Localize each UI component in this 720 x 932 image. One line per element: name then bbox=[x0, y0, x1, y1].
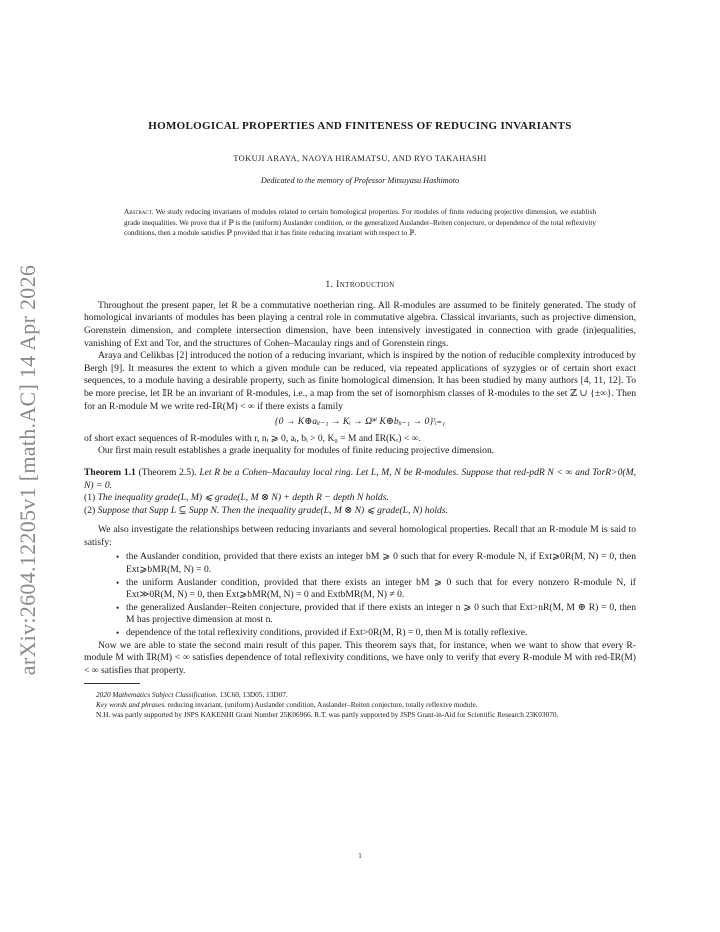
abstract bbox=[124, 207, 596, 239]
theorem-reference: (Theorem 2.5). bbox=[138, 466, 197, 478]
theorem-block bbox=[84, 467, 636, 517]
section-heading: 1. Introduction bbox=[325, 278, 395, 290]
paper-authors: TOKUJI ARAYA, NAOYA HIRAMATSU, AND RYO TAKAHASHI bbox=[233, 154, 487, 163]
paper-page bbox=[84, 120, 636, 720]
footnote-rule bbox=[84, 683, 140, 684]
theorem-item-text: The inequality grade(L, M) ⩽ grade(L, M ⊗ N) + depth R − depth N holds. bbox=[97, 492, 389, 504]
list-item: • the uniform Auslander condition, provided that there exists an integer bM ⩾ 0 such that for every nonzero R-module N, if Ext≫0R(M, N) = 0, then Ext⩾bMR(M, N) = 0 and ExtbMR(M, N) ≠ 0. bbox=[126, 577, 636, 602]
msc-codes: 13C60, 13D05, 13D07. bbox=[219, 690, 288, 700]
theorem-item-number: (2) bbox=[84, 504, 96, 516]
paragraph: Araya and Celikbas [2] introduced the notion of a reducing invariant, which is inspired by the notion of reducible complexity introduced by Bergh [9]. It measures the extent to which a given module can be reduced, via repeated applications of syzygies or of certain short exact sequences, to a module having a desirable property, such as finite homological dimension. It has been studied by many authors [4, 11, 12]. To be more precise, let 𝕀R be an invariant of R-modules, i.e., a map from the set of isomorphism classes of R-modules to the set ℤ ∪ {±∞}. Then for an R-module M we write red-𝕀R(M) < ∞ if there exists a family bbox=[84, 350, 636, 412]
abstract-label: Abstract. bbox=[124, 207, 154, 216]
body-text bbox=[84, 300, 636, 678]
msc-label: 2020 Mathematics Subject Classification. bbox=[96, 690, 218, 700]
theorem-statement: Let R be a Cohen–Macaulay local ring. Let L, M, N be R-modules. Suppose that red-pdR N < ∞ and TorR>0(M, N) = 0. bbox=[84, 466, 636, 491]
list-item: • dependence of the total reflexivity conditions, provided if Ext>0R(M, R) = 0, then M is totally reflexive. bbox=[126, 627, 636, 640]
paper-title: HOMOLOGICAL PROPERTIES AND FINITENESS OF REDUCING INVARIANTS bbox=[148, 120, 572, 132]
paragraph: Throughout the present paper, let R be a commutative noetherian ring. All R-modules are assumed to be finitely generated. The study of homological invariants of modules has been playing a central role in commutative algebra. Classical invariants, such as projective dimension, Gorenstein dimension, and complete intersection dimension, have been intensively investigated in connection with grade (in)equalities, vanishing of Ext and Tor, and the structures of Cohen–Macaulay rings and of Gorenstein rings. bbox=[84, 299, 636, 349]
list-item: • the generalized Auslander–Reiten conjecture, provided that if there exists an integer n ⩾ 0 such that Ext>nR(M, M ⊕ R) = 0, then M has projective dimension at most n. bbox=[126, 602, 636, 627]
keywords-label: Key words and phrases. bbox=[96, 700, 166, 710]
paragraph: Now we are able to state the second main result of this paper. This theorem says that, for instance, when we want to show that every R-module M with 𝕀R(M) < ∞ satisfies dependence of total reflexivity conditions, we have only to verify that every R-module M with red-𝕀R(M) < ∞ satisfies that property. bbox=[84, 639, 636, 676]
keywords: reducing invariant, (uniform) Auslander condition, Auslander–Reiten conjecture, totally reflexive module. bbox=[167, 700, 478, 710]
theorem-item bbox=[84, 505, 636, 518]
list-item: • the Auslander condition, provided that there exists an integer bM ⩾ 0 such that for every R-module N, if Ext⩾0R(M, N) = 0, then Ext⩾bMR(M, N) = 0. bbox=[126, 551, 636, 576]
paragraph: We also investigate the relationships between reducing invariants and several homological properties. Recall that an R-module M is said to satisfy: bbox=[84, 524, 636, 548]
abstract-text: We study reducing invariants of modules related to certain homological properties. For modules of finite reducing projective dimension, we establish grade inequalities. We prove that if ℙ is the (uniform) Auslander condition, or the generalized Auslander–Reiten conjecture, or dependence of the total reflexivity conditions, then a module satisfies ℙ provided that it has finite reducing invariant with respect to ℙ. bbox=[124, 207, 596, 238]
paper-dedication: Dedicated to the memory of Professor Mitsuyasu Hashimoto bbox=[260, 176, 460, 185]
theorem-item-text: Suppose that Supp L ⊆ Supp N. Then the inequality grade(L, M ⊗ N) ⩽ grade(L, N) holds. bbox=[97, 504, 448, 516]
property-list bbox=[84, 551, 636, 639]
funding-note: N.H. was partly supported by JSPS KAKENHI Grant Number 25K06966. R.T. was partly supported by JSPS Grant-in-Aid for Scientific Research 23K03070. bbox=[96, 710, 559, 720]
theorem-heading: Theorem 1.1 bbox=[84, 466, 136, 478]
arxiv-identifier-stamp bbox=[8, 240, 48, 700]
arxiv-stamp-text: arXiv:2604.12205v1 [math.AC] 14 Apr 2026 bbox=[15, 264, 40, 676]
theorem-item-number: (1) bbox=[84, 492, 96, 504]
paragraph: Our first main result establishes a grade inequality for modules of finite reducing projective dimension. bbox=[98, 445, 495, 457]
footnotes bbox=[84, 690, 636, 720]
display-equation: {0 → K⊕aᵢᵢ₋₁ → Kᵢ → Ωⁿⁱ K⊕bᵢᵢ₋₁ → 0}ʳᵢ₌₁ bbox=[274, 416, 446, 428]
page-number: 1 bbox=[358, 852, 362, 860]
theorem-item bbox=[84, 492, 636, 505]
paragraph: of short exact sequences of R-modules with r, nᵢ ⩾ 0, aᵢ, bᵢ > 0, K₀ = M and 𝕀R(Kᵣ) < ∞. bbox=[84, 432, 421, 444]
